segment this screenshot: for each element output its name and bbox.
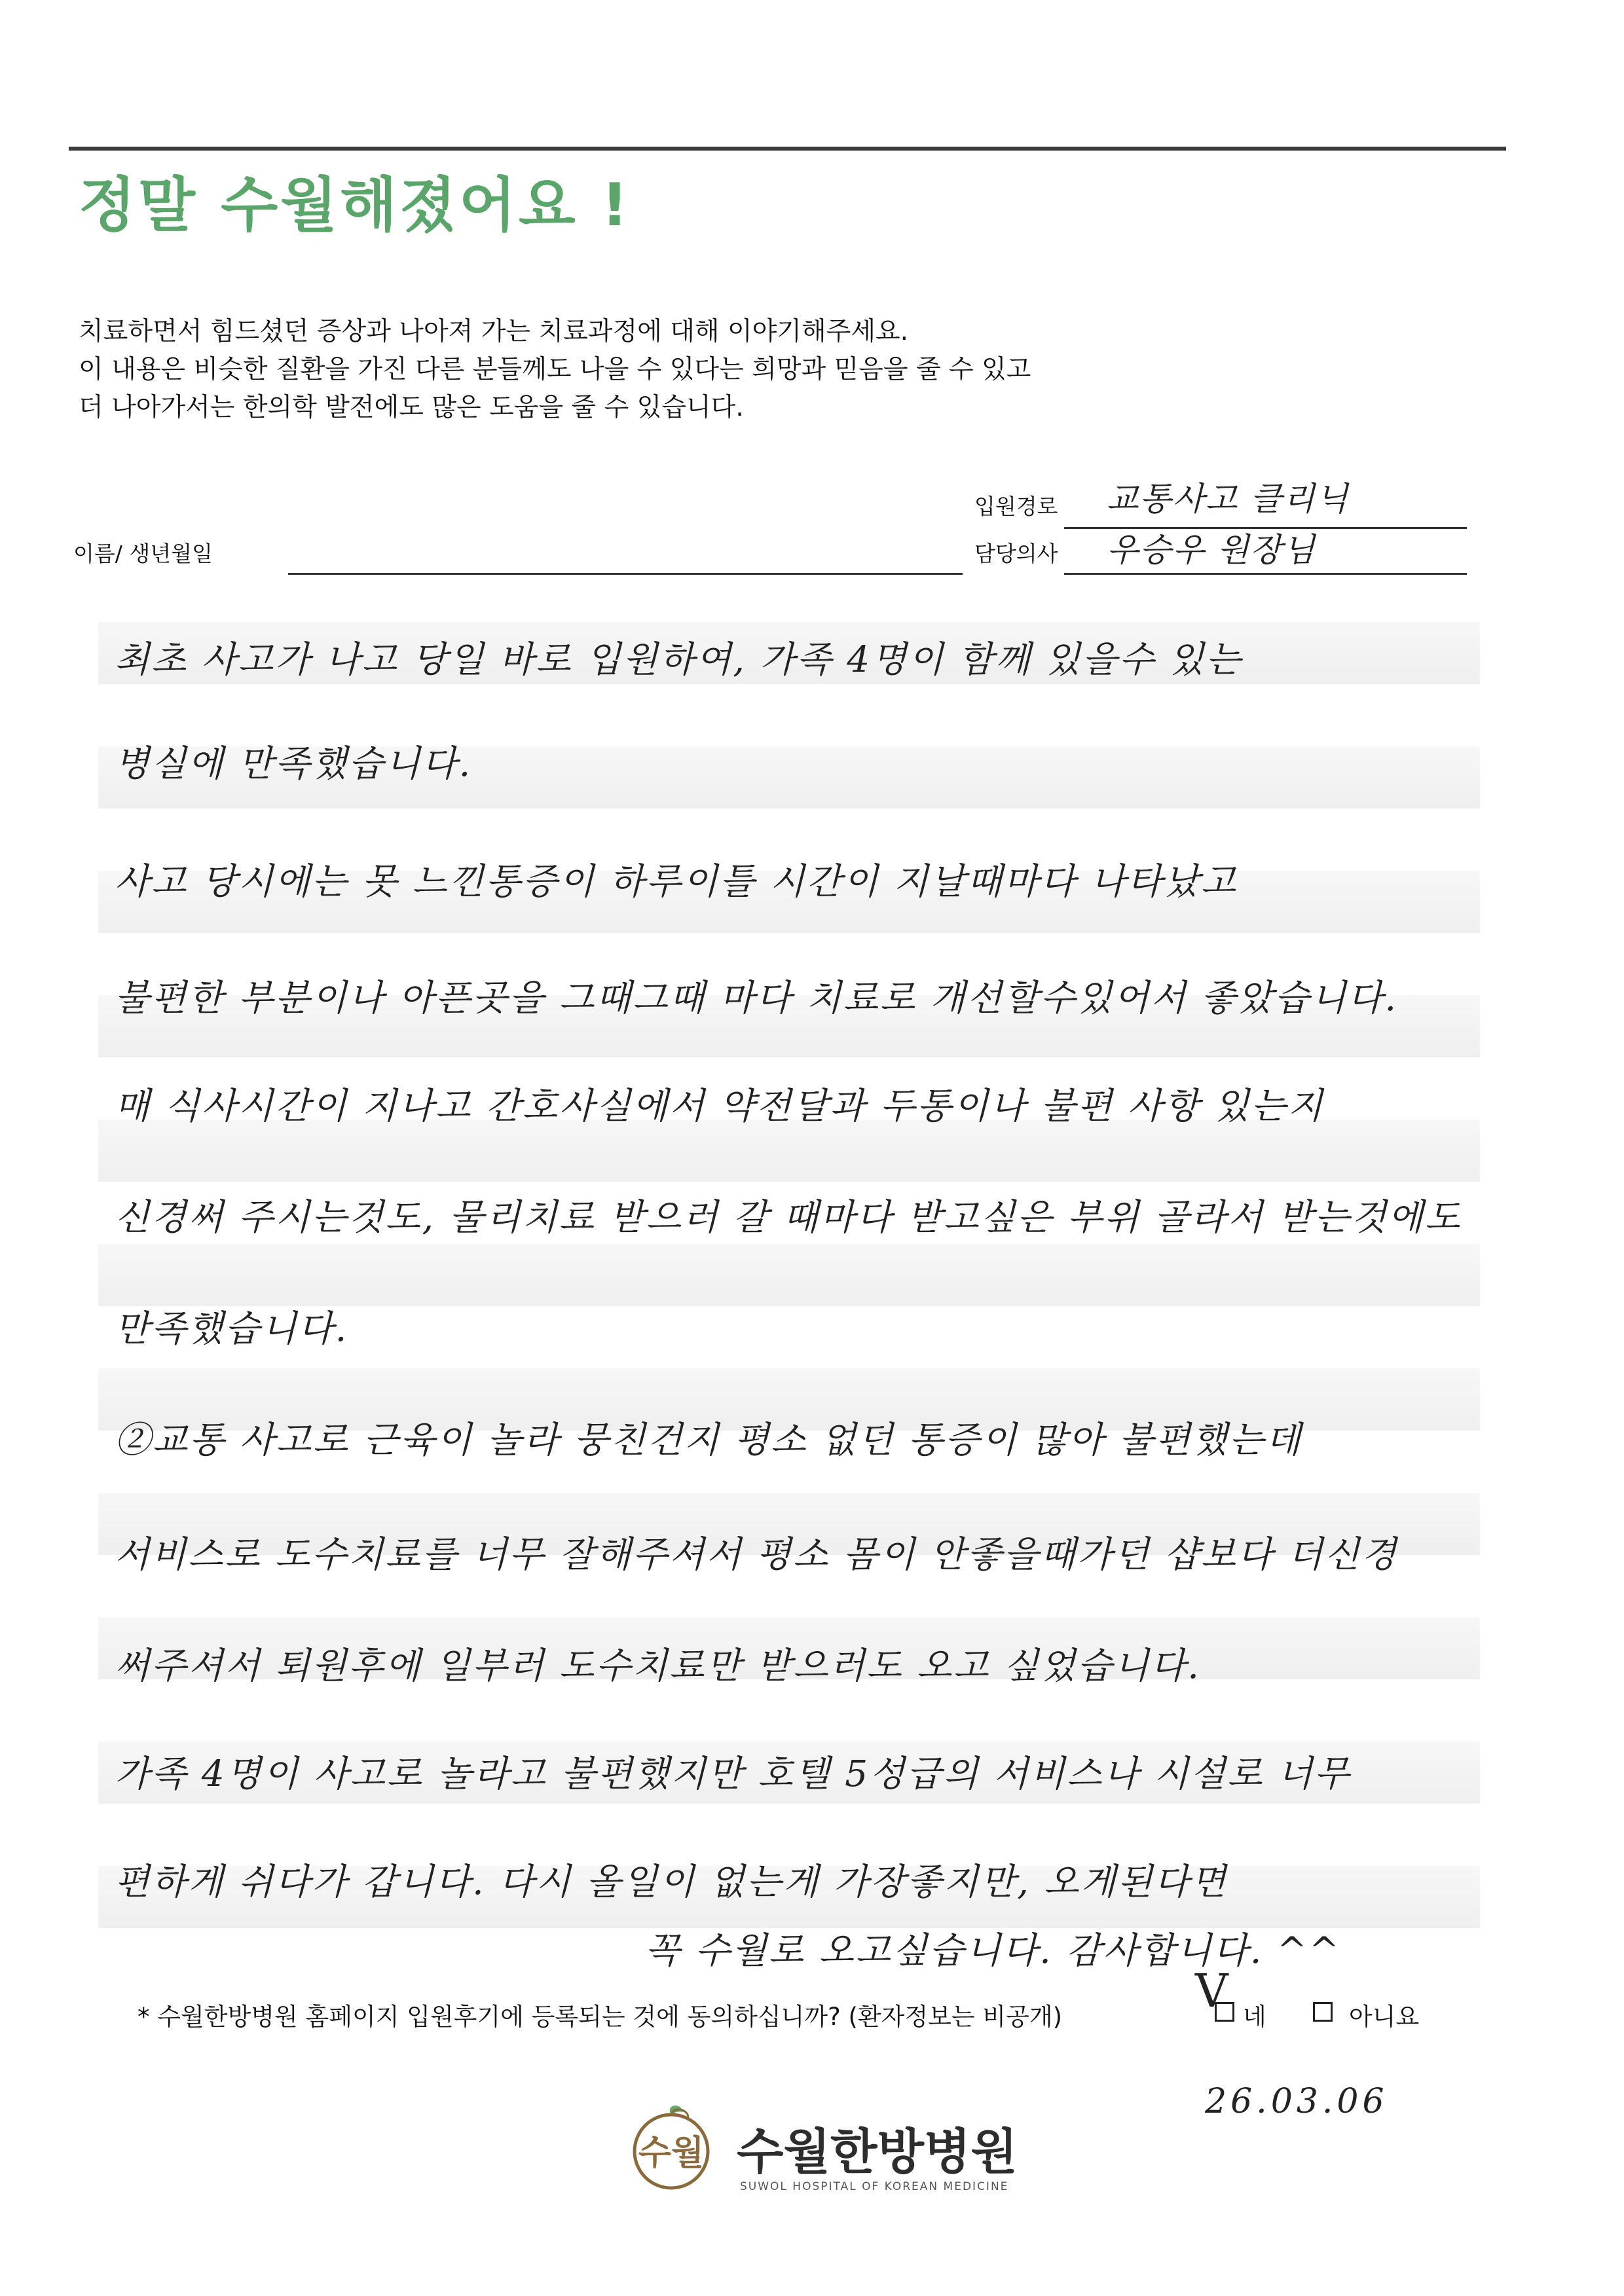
review-line: 서비스로 도수치료를 너무 잘해주셔서 평소 몸이 안좋을때가던 샵보다 더신경 — [115, 1533, 1399, 1575]
intro-line: 더 나아가서는 한의학 발전에도 많은 도움을 줄 수 있습니다. — [79, 393, 744, 422]
review-line: 신경써 주시는것도, 물리치료 받으러 갈 때마다 받고싶은 부위 골라서 받는것에도 — [115, 1196, 1462, 1238]
consent-yes-label: 네 — [1243, 2003, 1266, 2031]
review-line: 편하게 쉬다가 갑니다. 다시 올일이 없는게 가장좋지만, 오게된다면 — [115, 1861, 1228, 1903]
intro-line: 이 내용은 비슷한 질환을 가진 다른 분들께도 나을 수 있다는 희망과 믿음을 줄 수 있고 — [79, 355, 1031, 384]
review-line: 써주셔서 퇴원후에 일부러 도수치료만 받으러도 오고 싶었습니다. — [115, 1645, 1201, 1686]
consent-no-label: 아니요 — [1349, 2003, 1420, 2031]
review-line: 병실에 만족했습니다. — [115, 742, 473, 784]
name-label: 이름/ 생년월일 — [73, 541, 213, 566]
review-line: 꼭 수월로 오고싶습니다. 감사합니다. ^^ — [645, 1929, 1342, 1971]
intro-line: 치료하면서 힘드셨던 증상과 나아져 가는 치료과정에 대해 이야기해주세요. — [79, 317, 909, 346]
review-line: 만족했습니다. — [115, 1307, 349, 1349]
logo-mark-text: 수월 — [638, 2133, 705, 2173]
review-line: 매 식사시간이 지나고 간호사실에서 약전달과 두통이나 불편 사항 있는지 — [115, 1085, 1325, 1127]
consent-no-checkbox[interactable] — [1313, 2002, 1333, 2022]
intro-text — [79, 313, 1031, 427]
hospital-name-english: SUWOL HOSPITAL OF KOREAN MEDICINE — [740, 2180, 1009, 2193]
check-mark-icon: V — [1195, 1964, 1228, 2018]
doctor-value: 우승우 원장님 — [1107, 531, 1316, 569]
hospital-logo-icon — [625, 2102, 717, 2193]
name-underline — [288, 573, 963, 575]
top-rule — [69, 147, 1506, 151]
written-date: 26.03.06 — [1205, 2082, 1388, 2121]
hospital-name: 수월한방병원 — [737, 2124, 1018, 2180]
review-line: 사고 당시에는 못 느낀통증이 하루이틀 시간이 지날때마다 나타났고 — [115, 860, 1238, 902]
page-title: 정말 수월해졌어요 ! — [79, 171, 631, 240]
route-label: 입원경로 — [974, 494, 1058, 519]
consent-question: * 수월한방병원 홈페이지 입원후기에 등록되는 것에 동의하십니까? (환자정보는 비공개) — [138, 2003, 1063, 2031]
review-line: ②교통 사고로 근육이 놀라 뭉친건지 평소 없던 통증이 많아 불편했는데 — [115, 1419, 1302, 1461]
review-line: 가족 4명이 사고로 놀라고 불편했지만 호텔 5성급의 서비스나 시설로 너무 — [115, 1753, 1352, 1795]
writing-band — [98, 1120, 1480, 1182]
writing-band — [98, 1244, 1480, 1306]
review-line: 최초 사고가 나고 당일 바로 입원하여, 가족 4명이 함께 있을수 있는 — [115, 638, 1243, 680]
doctor-label: 담당의사 — [974, 541, 1058, 566]
review-line: 불편한 부분이나 아픈곳을 그때그때 마다 치료로 개선할수있어서 좋았습니다. — [115, 977, 1399, 1019]
doctor-underline — [1064, 573, 1467, 575]
route-value: 교통사고 클리닉 — [1107, 480, 1349, 518]
